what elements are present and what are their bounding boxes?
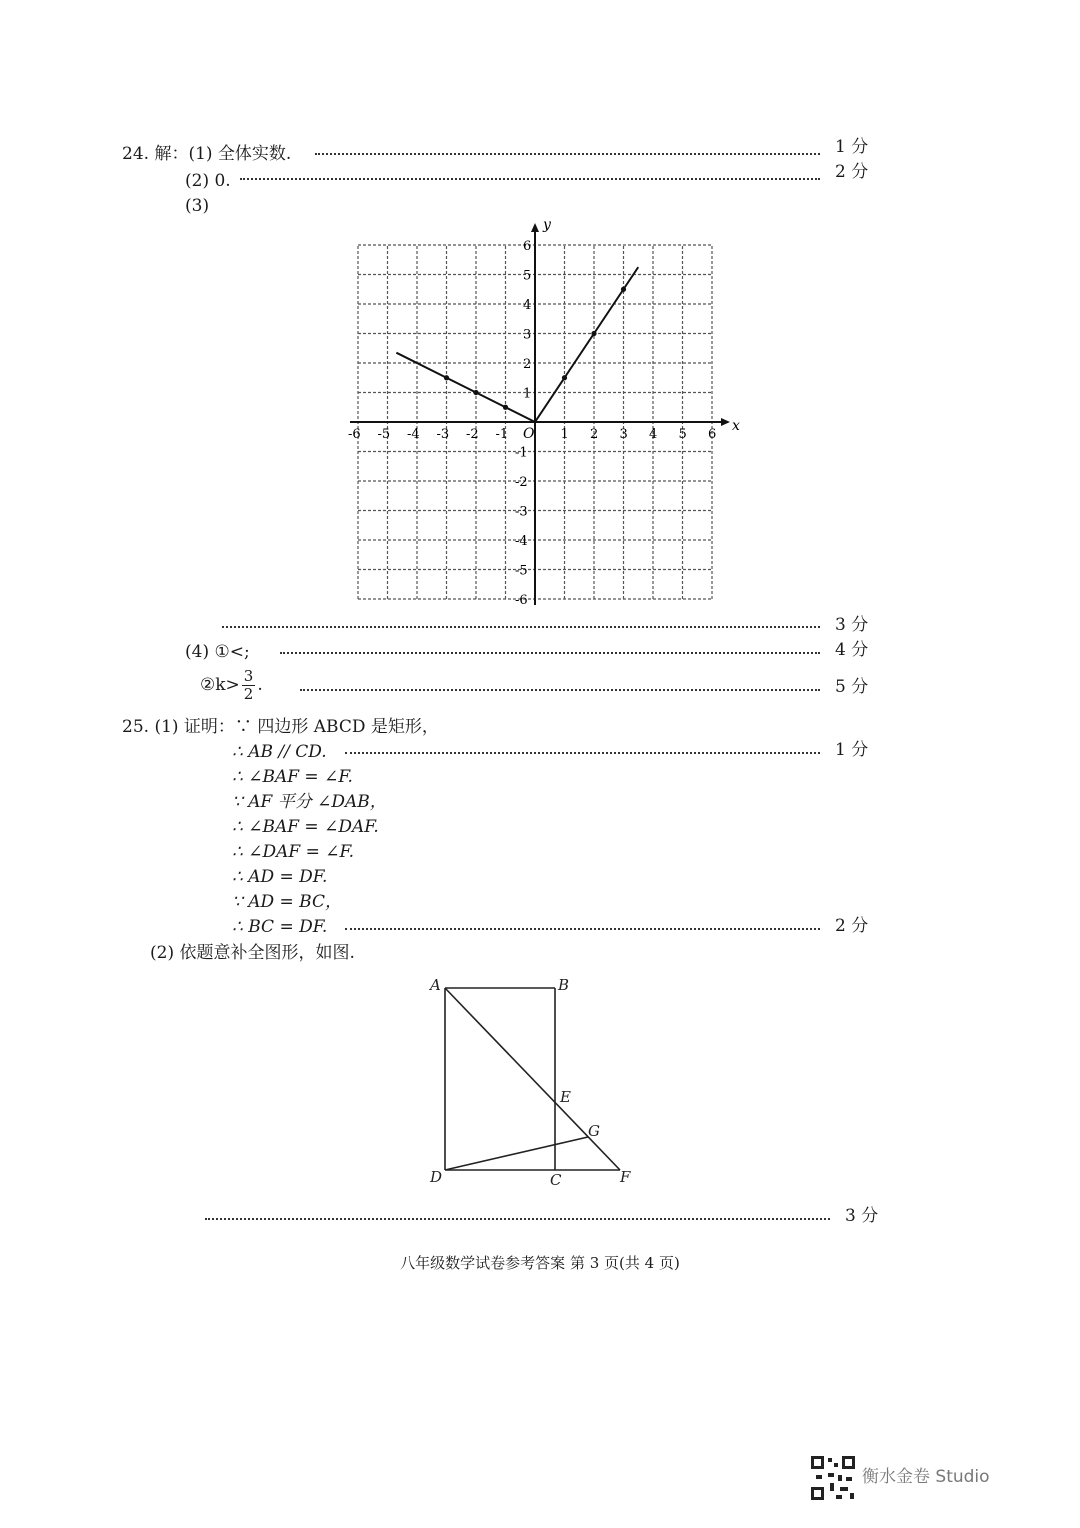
data-point [591, 331, 596, 336]
watermark: 衡水金卷 Studio [862, 1467, 990, 1487]
x-tick-label: 3 [619, 427, 628, 442]
proof-line: ∵ AD = BC， [232, 892, 342, 912]
leader-dots [205, 1218, 830, 1220]
proof-line: ∴ ∠BAF = ∠DAF. [232, 817, 379, 837]
y-axis-arrow [531, 223, 539, 232]
score-label: 2 分 [835, 916, 869, 936]
y-tick-label: 2 [523, 357, 532, 372]
q25-statement: 25. (1) 证明：∵ 四边形 ABCD 是矩形， [122, 717, 439, 737]
score-label: 4 分 [835, 640, 869, 660]
score-label: 1 分 [835, 740, 869, 760]
data-point [503, 405, 508, 410]
x-tick-label: -4 [407, 427, 420, 442]
proof-line: ∴ AB // CD. [232, 742, 327, 762]
y-tick-label: -3 [515, 504, 528, 520]
leader-dots [345, 752, 820, 754]
q25-part2: (2) 依题意补全图形，如图. [150, 943, 355, 963]
y-tick-label: 5 [523, 268, 532, 284]
score-label: 3 分 [835, 615, 869, 635]
x-axis-arrow [721, 418, 730, 426]
inequality-prefix: ②k> [200, 675, 240, 695]
data-point [621, 287, 626, 292]
x-tick-label: -3 [436, 427, 450, 442]
leader-dots [280, 652, 820, 654]
inequality-suffix: . [257, 675, 263, 695]
leader-dots [345, 928, 820, 930]
y-tick-label: 4 [523, 298, 532, 313]
data-point [444, 375, 449, 380]
segment-dg [445, 1137, 588, 1170]
q24-part4-2 [200, 668, 263, 703]
score-label: 2 分 [835, 162, 869, 182]
x-axis-label: x [732, 418, 740, 434]
proof-line: ∴ ∠DAF = ∠F. [232, 842, 355, 862]
point-label-b: B [558, 976, 570, 994]
q24-part1: 24. 解：(1) 全体实数. [122, 144, 292, 164]
point-label-c: C [550, 1171, 562, 1189]
y-tick-label: 3 [523, 327, 532, 343]
y-tick-label: 1 [523, 386, 532, 402]
score-label: 5 分 [835, 677, 869, 697]
point-label-g: G [588, 1122, 600, 1140]
leader-dots [315, 153, 820, 155]
fraction [242, 668, 256, 703]
y-tick-label: -6 [515, 593, 528, 608]
q24-part4: (4) ①<; [185, 642, 250, 662]
x-tick-label: -6 [348, 427, 361, 442]
proof-line: ∵ AF 平分 ∠DAB， [232, 792, 387, 812]
leader-dots [222, 626, 820, 628]
point-label-f: F [620, 1168, 631, 1186]
score-label: 1 分 [835, 137, 869, 157]
x-tick-label: 6 [708, 427, 717, 442]
proof-line: ∴ BC = DF. [232, 917, 328, 937]
fraction-denominator: 2 [243, 685, 254, 703]
rectangle-figure [420, 970, 650, 1195]
score-label: 3 分 [845, 1206, 879, 1226]
data-point [473, 390, 478, 395]
x-tick-label: -5 [377, 427, 391, 442]
y-axis-label: y [543, 217, 551, 233]
origin-label: O [523, 426, 535, 442]
point-label-d: D [430, 1168, 443, 1186]
point-label-a: A [430, 976, 441, 994]
q24-part3: (3) [185, 196, 210, 216]
x-tick-label: -1 [495, 427, 509, 442]
y-tick-label: -4 [515, 534, 528, 549]
y-tick-label: -2 [515, 475, 528, 490]
q24-part2: (2) 0. [185, 171, 231, 191]
y-tick-label: -5 [515, 563, 528, 579]
x-tick-label: -2 [466, 427, 479, 442]
x-tick-label: 4 [649, 427, 658, 442]
leader-dots [300, 689, 820, 691]
function-graph [340, 210, 740, 610]
x-tick-label: 1 [560, 427, 569, 442]
segment-af [445, 988, 620, 1170]
proof-line: ∴ AD = DF. [232, 867, 328, 887]
point-label-e: E [560, 1088, 571, 1106]
data-point [562, 375, 567, 380]
leader-dots [240, 178, 820, 180]
qr-code-icon [810, 1455, 856, 1501]
proof-line: ∴ ∠BAF = ∠F. [232, 767, 353, 787]
fraction-numerator: 3 [243, 667, 254, 685]
x-tick-label: 2 [590, 427, 599, 442]
y-tick-label: -1 [515, 445, 528, 461]
x-tick-label: 5 [678, 427, 687, 442]
page-footer: 八年级数学试卷参考答案 第 3 页(共 4 页) [400, 1254, 680, 1272]
y-tick-label: 6 [523, 239, 532, 254]
